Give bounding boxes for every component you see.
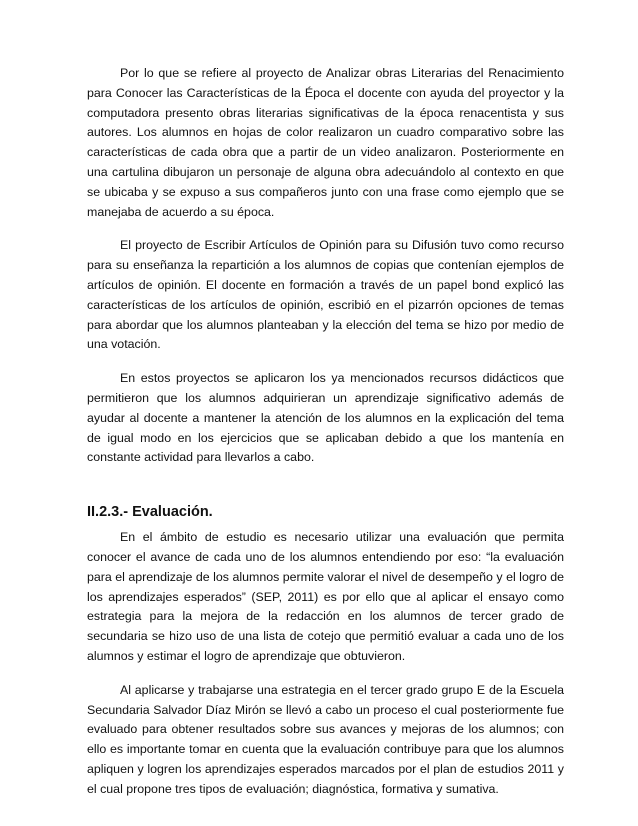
paragraph-evaluation-context: En el ámbito de estudio es necesario utilizar una evaluación que permita conocer el avance de cada uno de los alumnos entendiendo por eso: “la evaluación para el aprendizaje de los alumnos permite valorar el nivel de desempeño y el logro de los aprendizajes esperados” (SEP, 2011) es por ello que al aplicar el ensayo como estrategia para la mejora de la redacción en los alumnos de tercer grado de secundaria se hizo uso de una lista de cotejo que permitió evaluar a cada uno de los alumnos y estimar el logro de aprendizaje que obtuvieron. [87,530,564,663]
paragraph-evaluation-strategy: Al aplicarse y trabajarse una estrategia en el tercer grado grupo E de la Escuela Secundaria Salvador Díaz Mirón se llevó a cabo un proceso el cual posteriormente fue evaluado para obtener resultados sobre sus avances y mejoras de los alumnos; con ello es importante tomar en cuenta que la evaluación contribuye para que los alumnos apliquen y logren los aprendizajes esperados marcados por el plan de estudios 2011 y el cual propone tres tipos de evaluación; diagnóstica, formativa y sumativa. [87,682,564,796]
paragraph-opinion-articles-project: El proyecto de Escribir Artículos de Opinión para su Difusión tuvo como recurso para su enseñanza la repartición a los alumnos de copias que contenían ejemplos de artículos de opinión. El docente en formación a través de un papel bond explicó las características de los artículos de opinión, escribió en el pizarrón opciones de temas para abordar que los alumnos planteaban y la elección del tema se hizo por medio de una votación. [87,238,564,352]
paragraph-renacimiento-project: Por lo que se refiere al proyecto de Analizar obras Literarias del Renacimiento para Conocer las Características de la Época el docente con ayuda del proyector y la computadora presento obras literarias significativas de la época renacentista y sus autores. Los alumnos en hojas de color realizaron un cuadro comparativo sobre las características de cada obra que a partir de un video analizaron. Posteriormente en una cartulina dibujaron un personaje de alguna obra adecuándolo al contexto en que se ubicaba y se expuso a sus compañeros junto con una frase como ejemplo que se manejaba de acuerdo a su época. [87,66,564,219]
paragraph-didactic-resources: En estos proyectos se aplicaron los ya mencionados recursos didácticos que permitieron que los alumnos adquirieran un aprendizaje significativo además de ayudar al docente a mantener la atención de los alumnos en la explicación del tema de igual modo en los ejercicios que se aplicaban debido a que los mantenía en constante actividad para llevarlos a cabo. [87,371,564,465]
section-heading-evaluacion: II.2.3.- Evaluación. [87,504,213,521]
document-page [87,64,564,814]
